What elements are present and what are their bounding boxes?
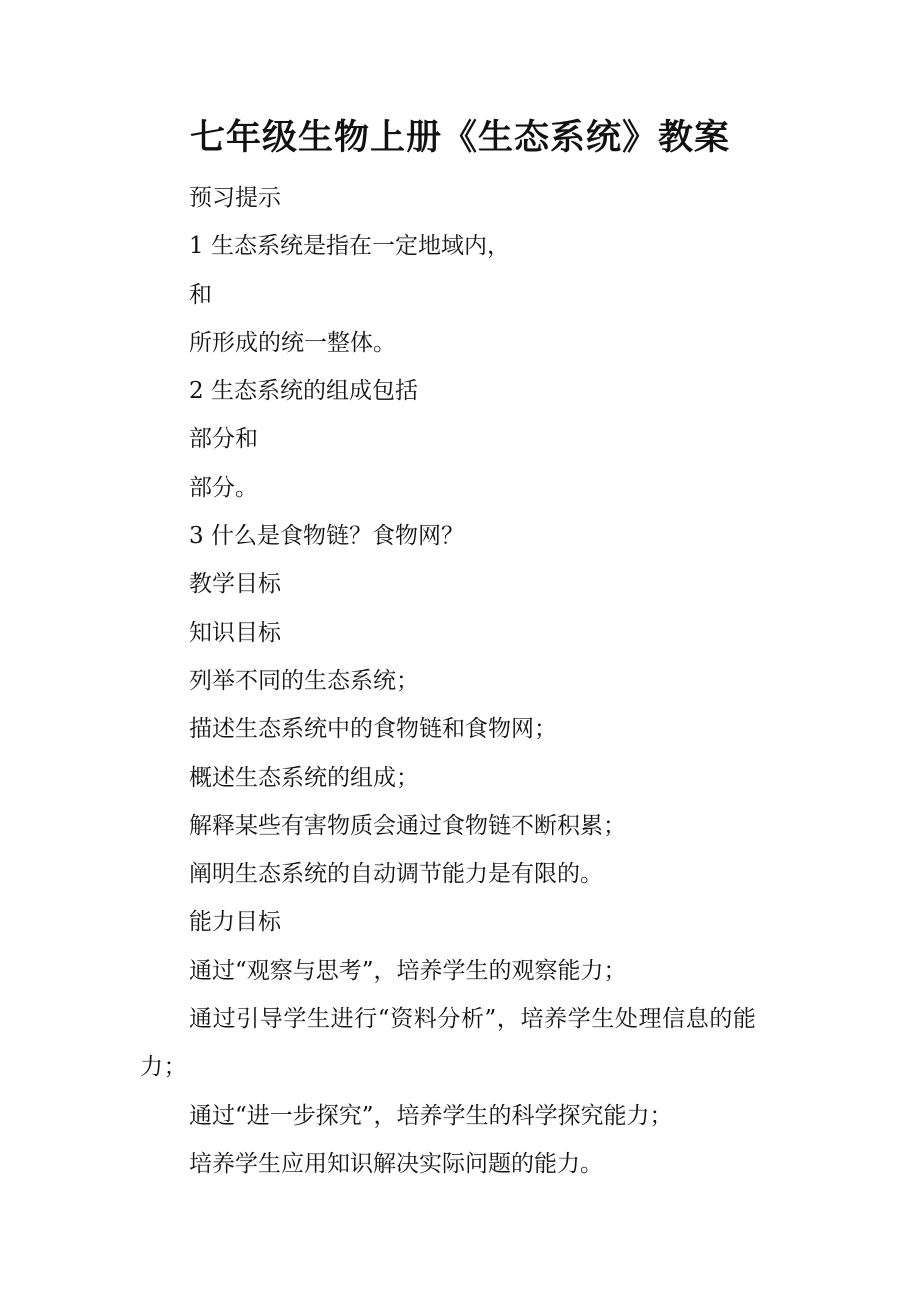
subsection-heading: 能力目标: [189, 909, 281, 936]
paragraph-line: 概述生态系统的组成；: [189, 764, 419, 791]
paragraph-line: 描述生态系统中的食物链和食物网；: [189, 716, 557, 743]
paragraph-line: 部分。: [189, 474, 258, 501]
paragraph-line: 部分和: [189, 426, 258, 453]
section-heading: 教学目标: [189, 571, 281, 598]
paragraph-line: 阐明生态系统的自动调节能力是有限的。: [189, 861, 603, 888]
paragraph-line: 通过“进一步探究”，培养学生的科学探究能力；: [189, 1102, 673, 1129]
paragraph-line: 列举不同的生态系统；: [189, 667, 419, 694]
paragraph-line: 3 什么是食物链？食物网？: [189, 523, 464, 550]
paragraph-line: 预习提示: [189, 185, 281, 211]
document-body: [140, 174, 790, 1188]
paragraph-line: 和: [189, 281, 212, 308]
document-title: 七年级生物上册《生态系统》教案: [189, 117, 730, 158]
paragraph-line: 培养学生应用知识解决实际问题的能力。: [189, 1150, 603, 1177]
paragraph-line: 1 生态系统是指在一定地域内，: [189, 233, 510, 260]
paragraph-line: 所形成的统一整体。: [189, 329, 396, 356]
paragraph-line: 2 生态系统的组成包括: [189, 378, 418, 405]
paragraph-line: 通过“观察与思考”，培养学生的观察能力；: [189, 957, 627, 984]
paragraph-line: 通过引导学生进行“资料分析”，培养学生处理信息的能力；: [140, 1006, 757, 1081]
subsection-heading: 知识目标: [189, 619, 281, 646]
paragraph-line: 解释某些有害物质会通过食物链不断积累；: [189, 812, 626, 839]
